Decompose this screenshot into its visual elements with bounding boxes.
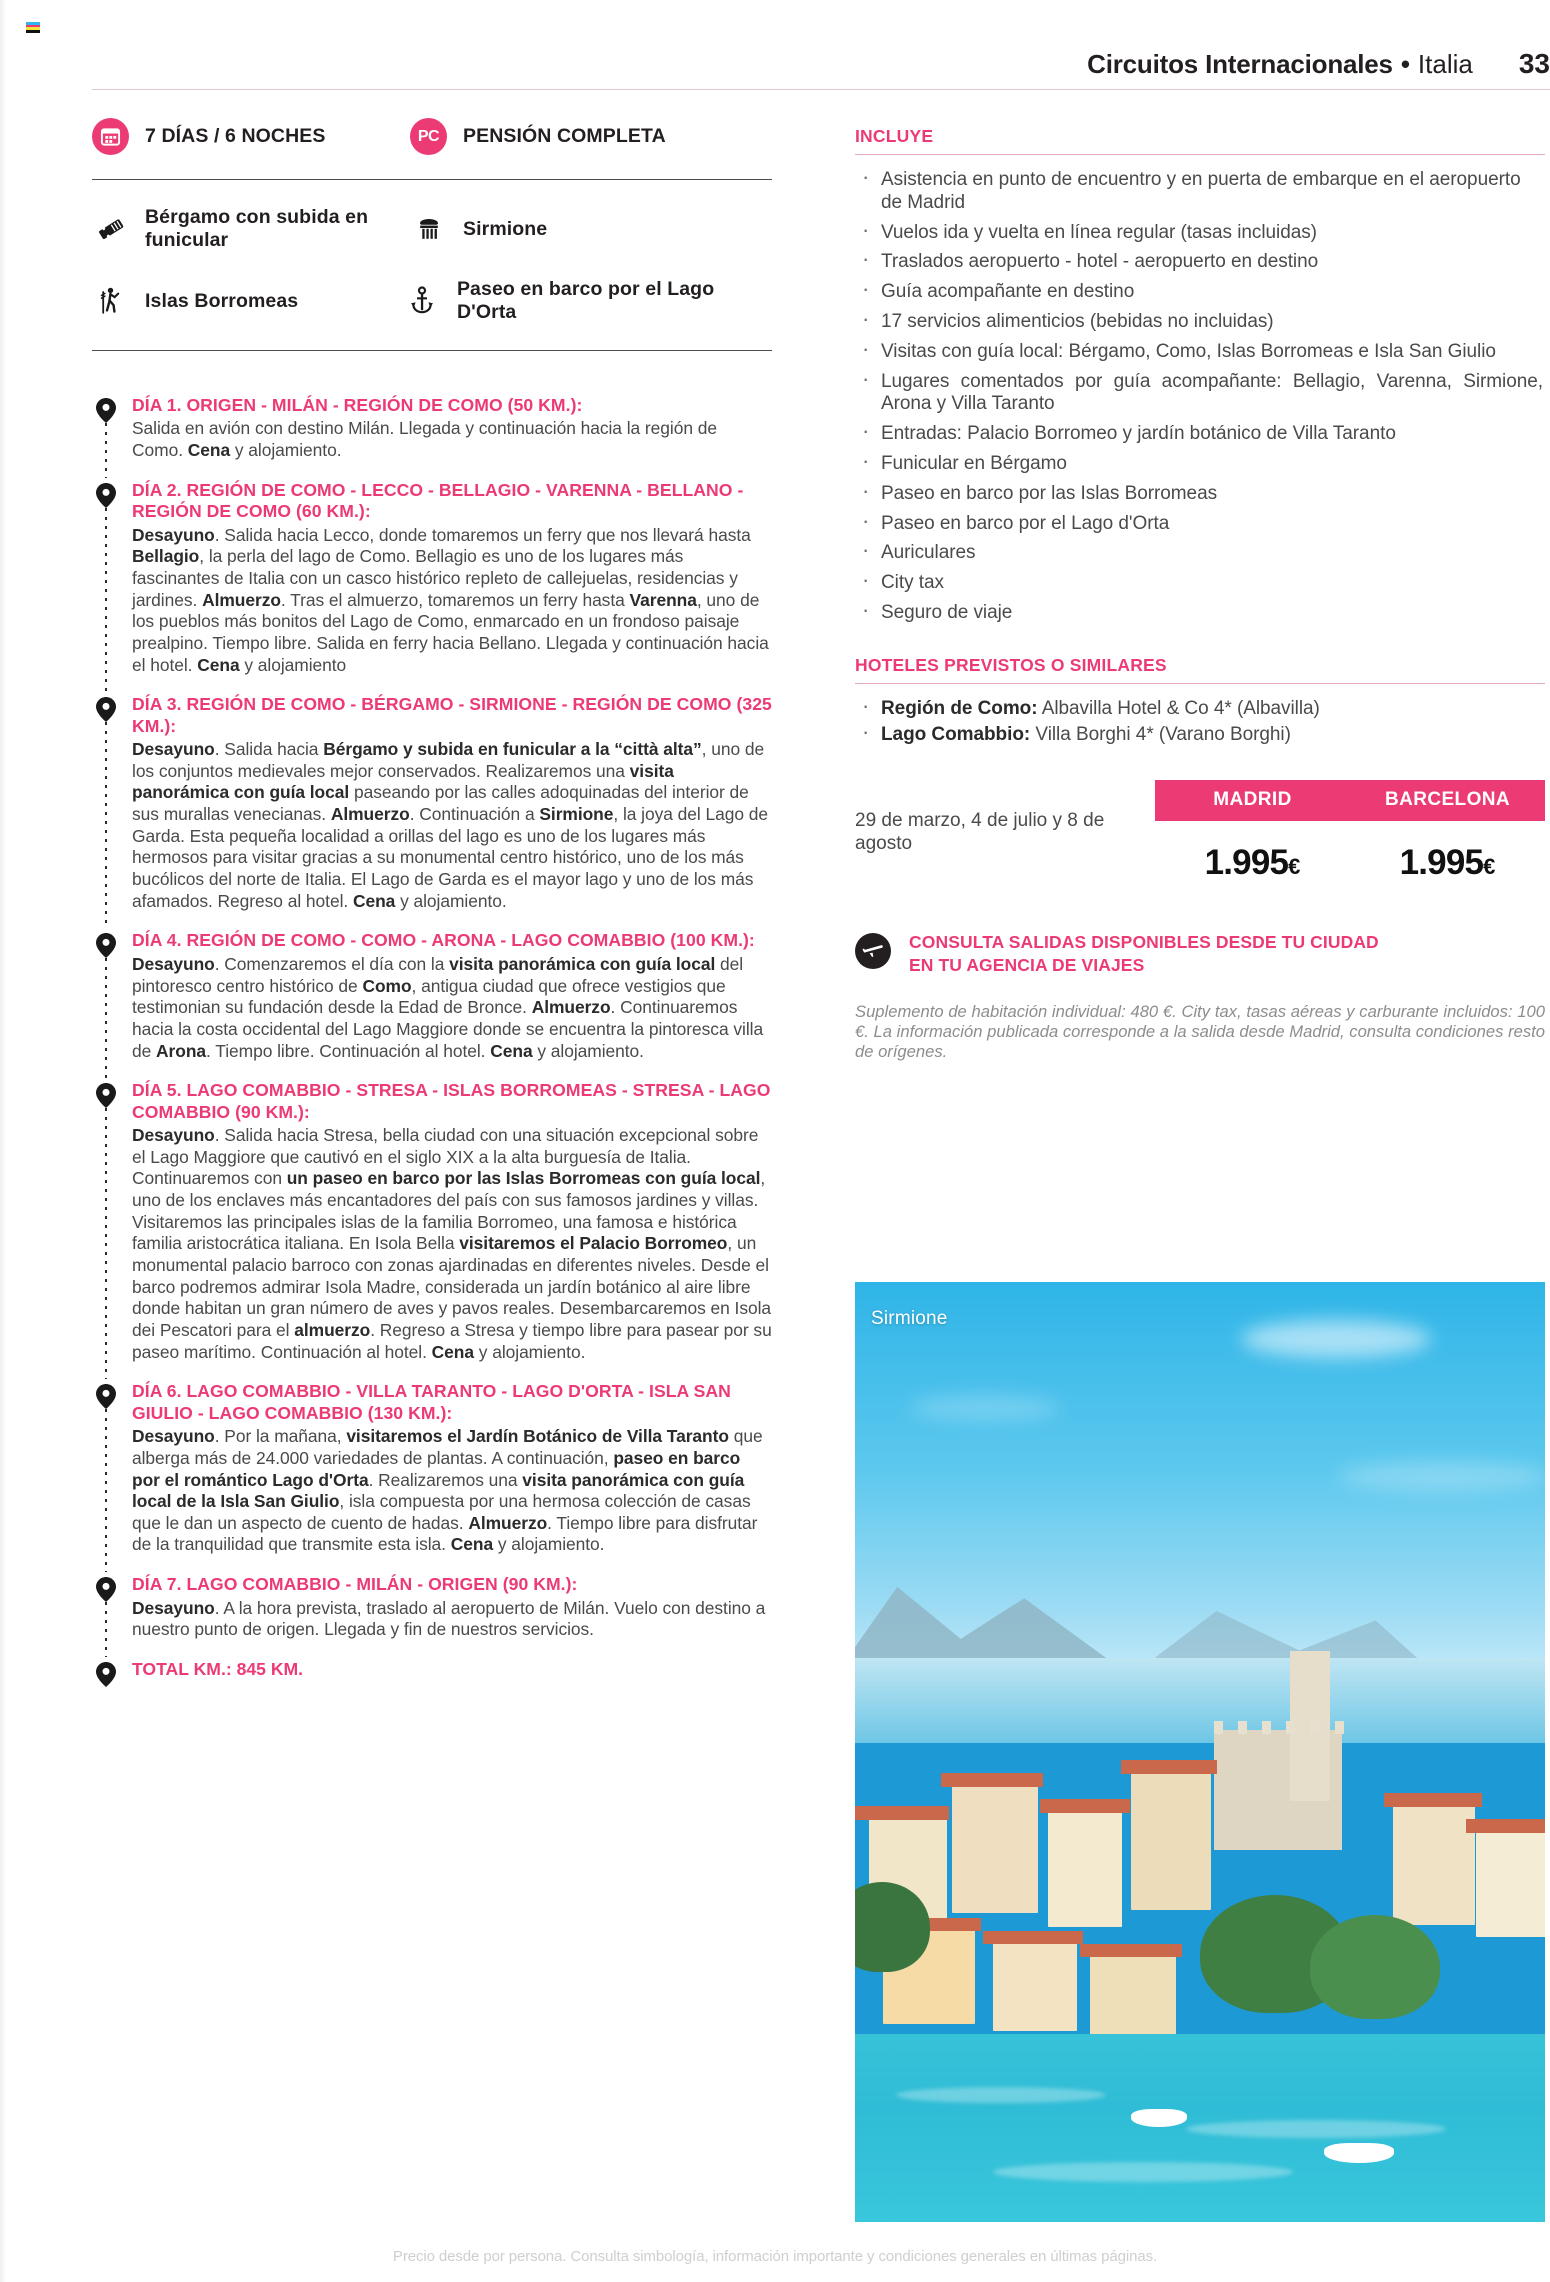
timeline-connector [105,1409,107,1572]
hoteles-heading: HOTELES PREVISTOS O SIMILARES [855,655,1545,684]
map-pin-icon [96,1083,116,1108]
itinerary-day [92,1080,772,1363]
itinerary-day [92,694,772,912]
itinerary-total [92,1659,772,1680]
incluye-item: · Traslados aeropuerto - hotel - aeropuerto en destino [855,251,1545,274]
photo-lake [855,2034,1545,2222]
anchor-icon [404,286,441,316]
incluye-item: · Asistencia en punto de encuentro y en puerta de embarque en el aeropuerto de Madrid [855,169,1545,215]
timeline-connector [105,423,107,478]
itinerary-day-body: Desayuno. Salida hacia Bérgamo y subida en funicular a la “città alta”, uno de los conjuntos medievales mejor conservados. Realizaremos una visita panorámica con guía local paseando por las calles adoquinadas del interior de sus murallas venecianas. Almuerzo. Continuación a Sirmione, la joya del Lago de Garda. Esta pequeña localidad a orillas del lago es uno de los lugares más hermosos para visitar gracias a su monumental centro histórico, uno de los más bucólicos del norte de Italia. El Lago de Garda es el mayor lago y uno de los más afamados. Regreso al hotel. Cena y alojamiento. [132,739,768,911]
itinerary-list [92,395,772,1680]
incluye-item: · Guía acompañante en destino [855,281,1545,304]
itinerary-day-title: DÍA 2. REGIÓN DE COMO - LECCO - BELLAGIO - VARENNA - BELLANO - REGIÓN DE COMO (60 KM.): [132,479,744,522]
price-value-barcelona: 1.995€ [1399,843,1496,883]
photo-cloud [910,1395,1060,1421]
hoteles-list [855,698,1545,747]
incluye-item: · Funicular en Bérgamo [855,453,1545,476]
price-table [855,780,1545,883]
incluye-item: · Entradas: Palacio Borromeo y jardín botánico de Villa Taranto [855,423,1545,446]
ticket-icon [92,214,129,244]
itinerary-day-body: Desayuno. Por la mañana, visitaremos el Jardín Botánico de Villa Taranto que alberga más de 24.000 variedades de plantas. A continuación, paseo en barco por el romántico Lago d'Orta. Realizaremos una visita panorámica con guía local de la Isla San Giulio, isla compuesta por una hermosa colección de casas que le dan un aspecto de cuento de hadas. Almuerzo. Tiempo libre para disfrutar de la tranquilidad que transmite esta isla. Cena y alojamiento. [132,1426,763,1555]
feature-row [92,206,772,252]
map-pin-icon [96,1662,116,1687]
itinerary-day-body: Desayuno. Salida hacia Stresa, bella ciudad con una situación excepcional sobre el Lago Maggiore que cautivó en el siglo XIX a la alta burguesía de Italia. Continuaremos con un paseo en barco por las Islas Borromeas con guía local, uno de los enclaves más encantadores del país con sus famosos jardines y villas. Visitaremos las principales islas de la familia Borromeo, una famosa e histórica familia aristocrática italiana. En Isola Bella visitaremos el Palacio Borromeo, un monumental palacio barroco con zonas ajardinadas en diferentes niveles. Desde el barco podremos admirar Isola Madre, considerada un jardín botánico al aire libre donde habitan un gran número de aves y pavos reales. Desembarcaremos en Isola dei Pescatori para el almuerzo. Regreso a Stresa y tiempo libre para pasear por su paseo marítimo. Continuación al hotel. Cena y alojamiento. [132,1125,772,1362]
feature-orta [404,278,772,324]
itinerary-day [92,480,772,677]
itinerary-day [92,1574,772,1641]
map-pin-icon [96,483,116,508]
photo-boat [1131,2109,1187,2127]
photo-cloud [1241,1320,1431,1358]
photo-building [1476,1829,1545,1937]
column-icon [410,215,447,243]
photo-caption: Sirmione [871,1308,948,1329]
photo-town [855,1724,1545,2053]
timeline-connector [105,722,107,928]
map-pin-icon [96,398,116,423]
itinerary-day-title: DÍA 5. LAGO COMABBIO - STRESA - ISLAS BORROMEAS - STRESA - LAGO COMABBIO (90 KM.): [132,1080,771,1122]
feature-board [410,118,666,155]
photo-building [952,1783,1038,1913]
hoteles-section [855,655,1545,747]
page-number: 33 [1518,48,1550,79]
hotel-item: · Lago Comabbio: Villa Borghi 4* (Varano Borghi) [855,724,1545,747]
consulta-line-2: EN TU AGENCIA DE VIAJES [909,954,1145,975]
left-column [92,118,772,1680]
photo-building [1393,1803,1475,1925]
hotel-item: · Región de Como: Albavilla Hotel & Co 4* (Albavilla) [855,698,1545,721]
pc-badge-text: PC [417,127,440,145]
itinerary-day [92,395,772,462]
feature-sirmione [410,206,547,252]
incluye-item: · Paseo en barco por las Islas Borromeas [855,483,1545,506]
page-header [92,48,1550,90]
itinerary-day-body: Desayuno. Salida hacia Lecco, donde tomaremos un ferry que nos llevará hasta Bellagio, la perla del lago de Como. Bellagio es uno de los lugares más fascinantes de Italia con un casco histórico repleto de callejuelas, residencias y jardines. Almuerzo. Tras el almuerzo, tomaremos un ferry hasta Varenna, uno de los pueblos más bonitos del Lago de Como, enmarcado en un frondoso paisaje prealpino. Tiempo libre. Salida en ferry hacia Bellano. Llegada y continuación hacia el hotel. Cena y alojamiento [132,524,769,675]
map-pin-icon [96,1384,116,1409]
incluye-item: · Seguro de viaje [855,602,1545,625]
hiker-icon [92,286,129,316]
right-column [855,126,1545,1062]
fineprint-note: Suplemento de habitación individual: 480 €. City tax, tasas aéreas y carburante incluidos: 100 €. La información publicada corresponde a la salida desde Madrid, consulta condiciones resto de orígenes. [855,1002,1545,1062]
photo-trees [1310,1915,1440,2019]
price-column-barcelona: BARCELONA [1385,789,1510,811]
timeline-connector [105,1108,107,1379]
consulta-line-1: CONSULTA SALIDAS DISPONIBLES DESDE TU CIUDAD [909,932,1379,953]
photo-building [993,1941,1077,2031]
itinerary-day-body: Salida en avión con destino Milán. Llegada y continuación hacia la región de Como. Cena y alojamiento. [132,418,717,461]
feature-borromeas-label: Islas Borromeas [145,289,299,312]
incluye-item: · Vuelos ida y vuelta en línea regular (tasas incluidas) [855,222,1545,245]
feature-duration-label: 7 DÍAS / 6 NOCHES [145,125,326,147]
itinerary-total-label: TOTAL KM.: 845 KM. [132,1658,304,1679]
photo-building [1090,1954,1176,2040]
feature-band-primary [92,118,772,180]
consulta-salidas-block [855,931,1545,976]
photo-building [1048,1809,1122,1927]
breadcrumb-section: Circuitos Internacionales [1087,49,1393,79]
incluye-item: · Lugares comentados por guía acompañante: Bellagio, Varenna, Sirmione, Arona y Villa Taranto [855,371,1545,417]
photo-boat [1324,2143,1394,2163]
price-columns [1155,780,1545,883]
price-dates: 29 de marzo, 4 de julio y 8 de agosto [855,809,1105,854]
map-pin-icon [96,697,116,722]
price-column-madrid: MADRID [1213,789,1292,811]
incluye-list [855,169,1545,625]
feature-bergamo-label: Bérgamo con subida en funicular [145,206,369,251]
price-header-row [1155,780,1545,821]
itinerary-day-title: DÍA 4. REGIÓN DE COMO - COMO - ARONA - LAGO COMABBIO (100 KM.): [132,930,755,951]
timeline-connector [105,958,107,1078]
itinerary-day-body: Desayuno. A la hora prevista, traslado al aeropuerto de Milán. Vuelo con destino a nuestro punto de origen. Llegada y fin de nuestros servicios. [132,1597,766,1640]
feature-orta-label: Paseo en barco por el Lago D'Orta [456,278,715,323]
incluye-heading: INCLUYE [855,126,1545,155]
timeline-connector [105,1602,107,1657]
feature-sirmione-label: Sirmione [463,217,548,240]
timeline-connector [105,508,107,693]
itinerary-day [92,930,772,1062]
hotel-region-label: Región de Como: [881,697,1038,719]
page-edge-shadow [0,0,6,2282]
calendar-icon [92,118,129,155]
map-pin-icon [96,1577,116,1602]
feature-bergamo [92,206,410,252]
photo-building [1131,1770,1211,1910]
itinerary-day-title: DÍA 3. REGIÓN DE COMO - BÉRGAMO - SIRMIONE - REGIÓN DE COMO (325 KM.): [132,694,772,736]
feature-row [92,278,772,324]
itinerary-day-body: Desayuno. Comenzaremos el día con la visita panorámica con guía local del pintoresco centro histórico de Como, antigua ciudad que ofrece vestigios que testimonian su fundación desde la Edad de Bronce. Almuerzo. Continuaremos hacia la costa occidental del Lago Maggiore donde se encuentra la pintoresca villa de Arona. Tiempo libre. Continuación al hotel. Cena y alojamiento. [132,953,764,1061]
feature-borromeas [92,278,404,324]
feature-duration [92,118,410,155]
hotel-region-label: Lago Comabbio: [881,723,1031,745]
registration-mark-icon [26,22,40,33]
itinerary-day-title: DÍA 1. ORIGEN - MILÁN - REGIÓN DE COMO (50 KM.): [132,395,583,415]
price-dates-cell [855,780,1155,883]
incluye-item: · Auriculares [855,542,1545,565]
itinerary-day [92,1381,772,1556]
plane-icon [855,933,891,969]
breadcrumb-country: Italia [1417,49,1473,79]
itinerary-day-title: DÍA 6. LAGO COMABBIO - VILLA TARANTO - LAGO D'ORTA - ISLA SAN GIULIO - LAGO COMABBIO (130 KM.): [132,1381,731,1423]
destination-photo [855,1282,1545,2222]
breadcrumb-separator: • [1400,49,1410,79]
page-footer: Precio desde por persona. Consulta simbología, información importante y condiciones generales en últimas páginas. [392,2248,1158,2265]
consulta-text [909,931,1379,976]
incluye-item: · Visitas con guía local: Bérgamo, Como, Islas Borromeas e Isla San Giulio [855,341,1545,364]
photo-cloud [1338,1461,1545,1491]
price-value-row [1155,821,1545,883]
itinerary-day-title: DÍA 7. LAGO COMABBIO - MILÁN - ORIGEN (90 KM.): [132,1574,578,1595]
feature-board-label: PENSIÓN COMPLETA [463,125,666,147]
pension-completa-icon [410,118,447,155]
incluye-item: · Paseo en barco por el Lago d'Orta [855,513,1545,536]
incluye-item: · 17 servicios alimenticios (bebidas no incluidas) [855,311,1545,334]
incluye-item: · City tax [855,572,1545,595]
price-value-madrid: 1.995€ [1204,843,1301,883]
feature-band-highlights [92,180,772,351]
map-pin-icon [96,933,116,958]
